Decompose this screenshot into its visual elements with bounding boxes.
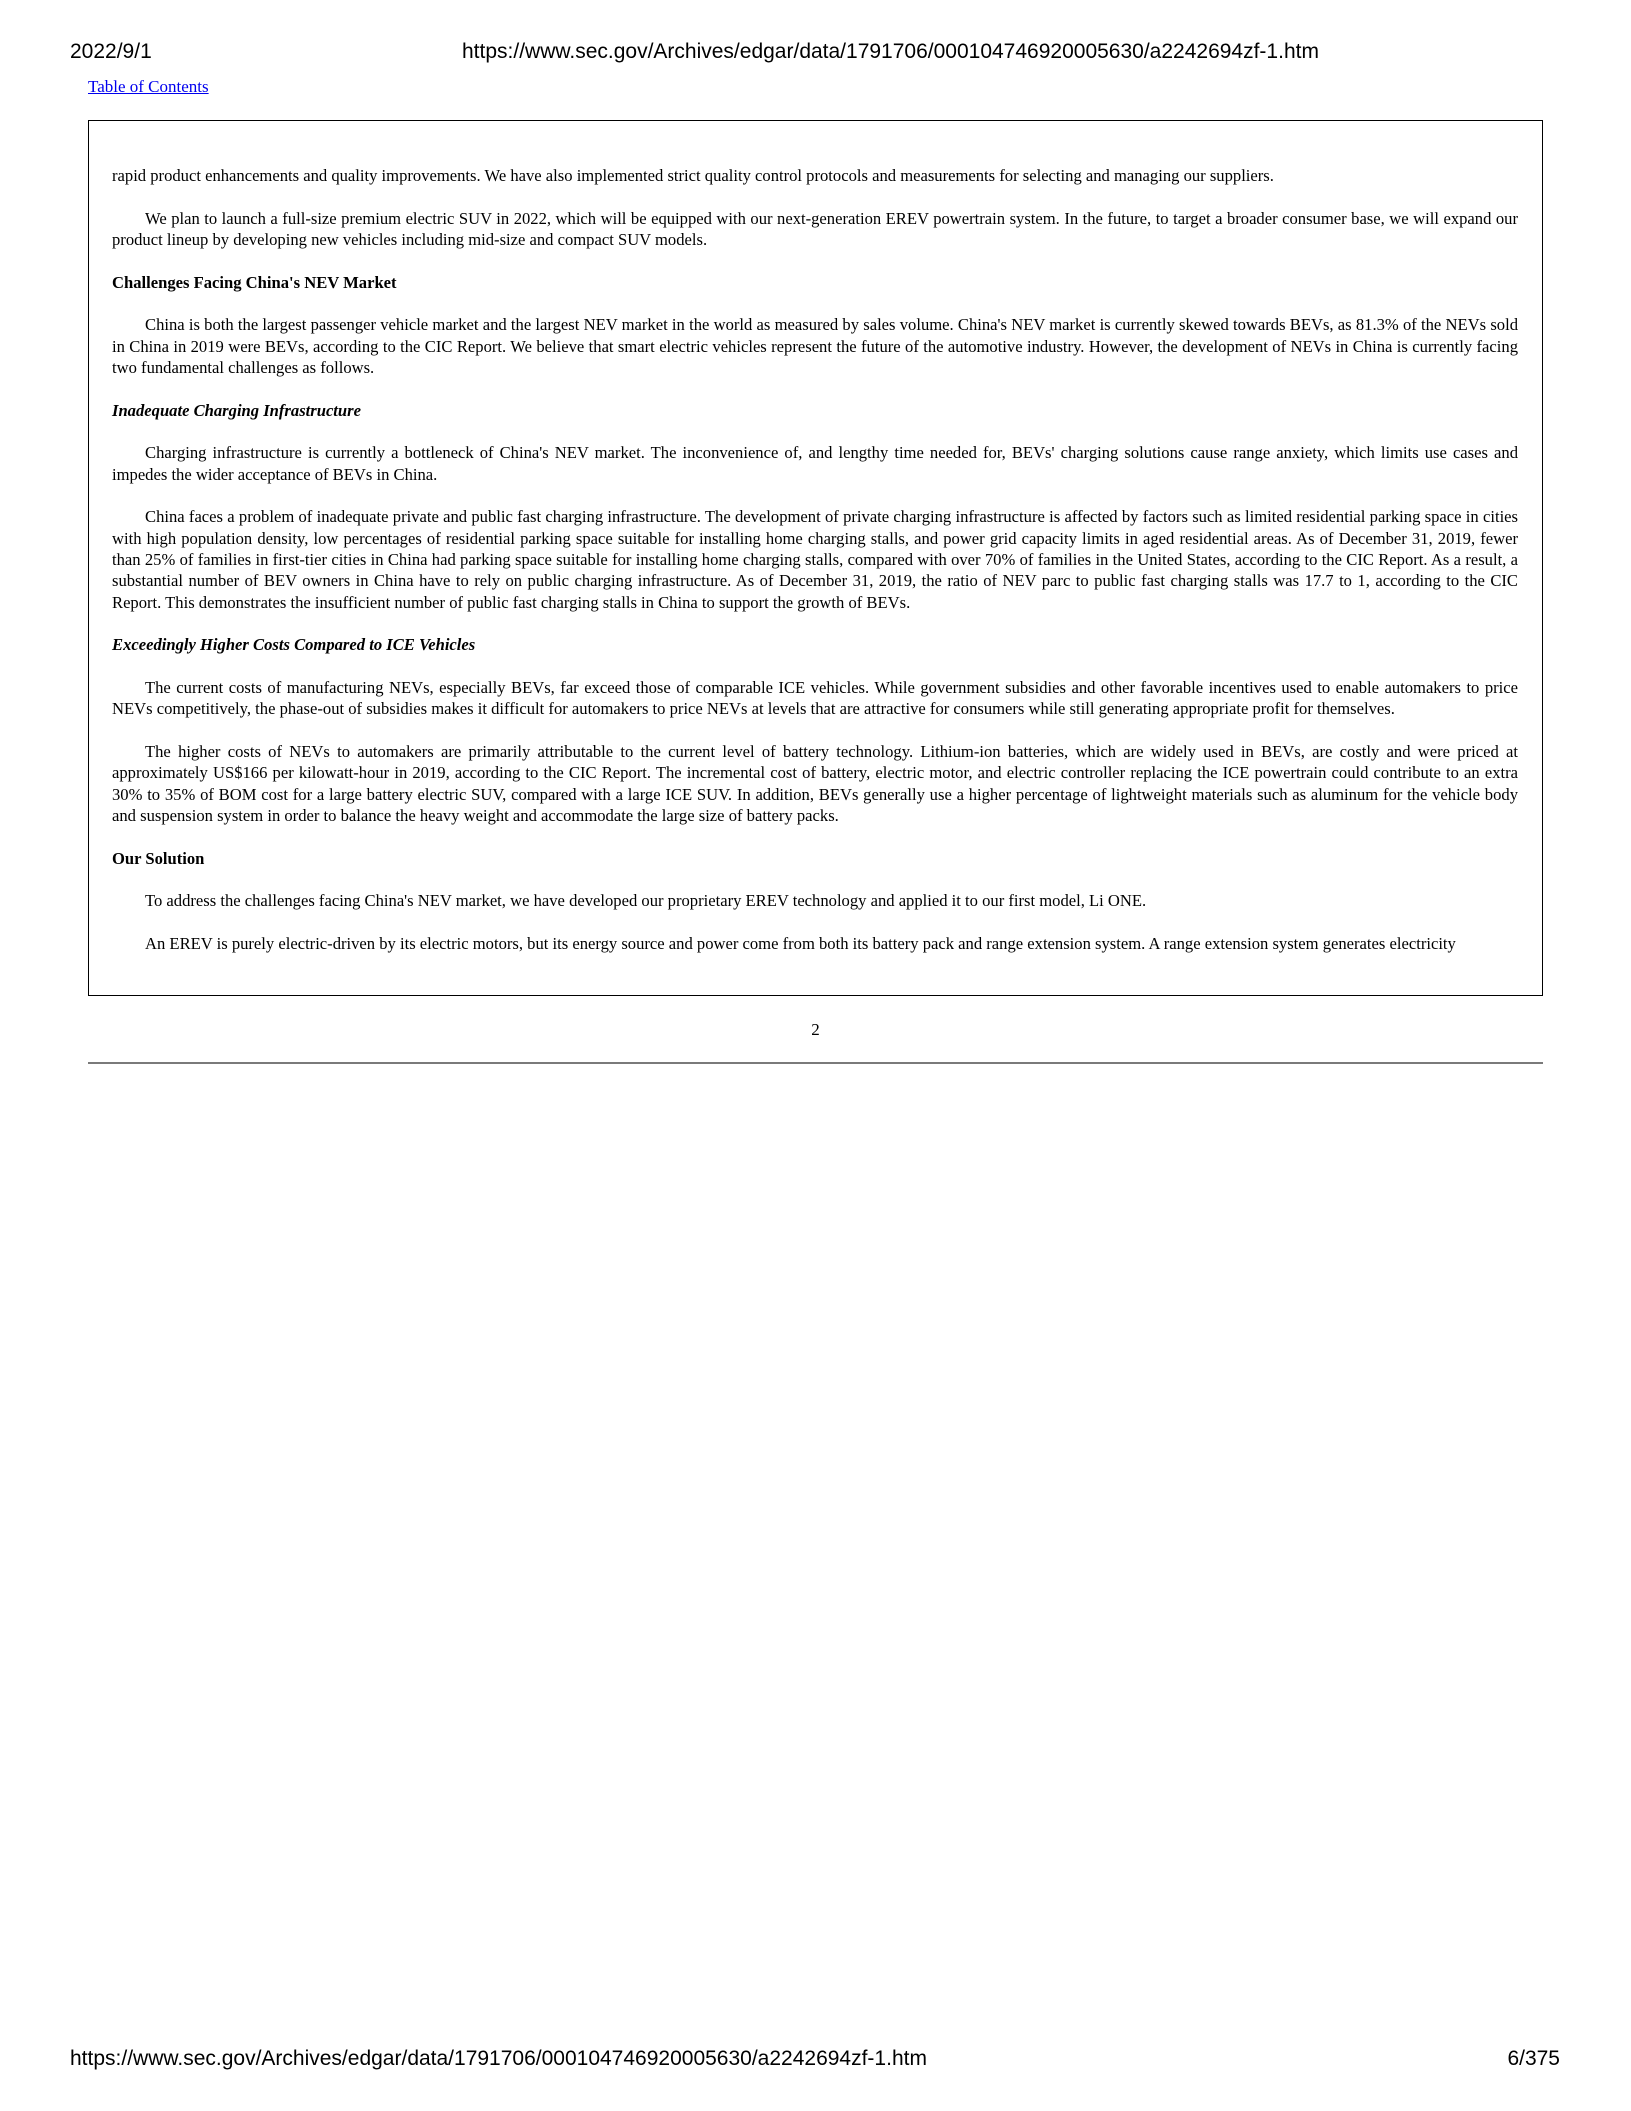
print-footer-page-count: 6/375 (1507, 2047, 1560, 2070)
print-header-date: 2022/9/1 (70, 40, 152, 63)
table-of-contents-link[interactable]: Table of Contents (88, 77, 209, 96)
document-content-box (88, 120, 1543, 996)
page-divider (88, 1062, 1543, 1064)
paragraph-china-nev-market: China is both the largest passenger vehicle market and the largest NEV market in the world as measured by sales volume. China's NEV market is currently skewed towards BEVs, as 81.3% of the NEVs sold in China in 2019 were BEVs, according to the CIC Report. We believe that smart electric vehicles represent the future of the automotive industry. However, the development of NEVs in China is currently facing two fundamental challenges as follows. (112, 315, 1518, 377)
heading-higher-costs: Exceedingly Higher Costs Compared to ICE Vehicles (112, 635, 476, 655)
print-header-url: https://www.sec.gov/Archives/edgar/data/1791706/000104746920005630/a2242694zf-1.htm (462, 40, 1319, 63)
paragraph-quality-control: rapid product enhancements and quality improvements. We have also implemented strict quality control protocols and measurements for selecting and managing our suppliers. (112, 166, 1274, 185)
document-body (112, 165, 1518, 976)
paragraph-manufacturing-costs: The current costs of manufacturing NEVs, especially BEVs, far exceed those of comparable ICE vehicles. While government subsidies and other favorable incentives used to enable automakers to price NEVs competitively, the phase-out of subsidies makes it difficult for automakers to price NEVs at levels that are attractive for consumers while still generating appropriate profit for themselves. (112, 678, 1518, 719)
paragraph-erev-definition: An EREV is purely electric-driven by its electric motors, but its energy source and power come from both its battery pack and range extension system. A range extension system generates electricity (145, 934, 1456, 953)
paragraph-charging-bottleneck: Charging infrastructure is currently a bottleneck of China's NEV market. The inconvenience of, and lengthy time needed for, BEVs' charging solutions cause range anxiety, which limits use cases and impedes the wider acceptance of BEVs in China. (112, 443, 1518, 484)
heading-our-solution: Our Solution (112, 848, 205, 868)
page-number: 2 (811, 1020, 820, 1039)
paragraph-battery-costs: The higher costs of NEVs to automakers are primarily attributable to the current level of battery technology. Lithium-ion batteries, which are widely used in BEVs, are costly and were priced at approximately US$166 per kilowatt-hour in 2019, according to the CIC Report. The incremental cost of battery, electric motor, and electric controller replacing the ICE powertrain could contribute to an extra 30% to 35% of BOM cost for a large battery electric SUV, compared with a large ICE SUV. In addition, BEVs generally use a higher percentage of lightweight materials such as aluminum for the vehicle body and suspension system in order to balance the heavy weight and accommodate the large size of battery packs. (112, 742, 1518, 826)
print-footer-url: https://www.sec.gov/Archives/edgar/data/1791706/000104746920005630/a2242694zf-1.htm (70, 2047, 927, 2070)
paragraph-product-plans: We plan to launch a full-size premium electric SUV in 2022, which will be equipped with our next-generation EREV powertrain system. In the future, to target a broader consumer base, we will expand our product lineup by developing new vehicles including mid-size and compact SUV models. (112, 208, 1518, 249)
paragraph-charging-infrastructure: China faces a problem of inadequate private and public fast charging infrastructure. The development of private charging infrastructure is affected by factors such as limited residential parking space in cities with high population density, low percentages of residential parking space suitable for installing home charging stalls, and power grid capacity limits in aged residential areas. As of December 31, 2019, fewer than 25% of families in first-tier cities in China had parking space suitable for installing home charging stalls, compared with over 70% of families in the United States, according to the CIC Report. As a result, a substantial number of BEV owners in China have to rely on public charging infrastructure. As of December 31, 2019, the ratio of NEV parc to public fast charging stalls was 17.7 to 1, according to the CIC Report. This demonstrates the insufficient number of public fast charging stalls in China to support the growth of BEVs. (112, 507, 1518, 612)
paragraph-erev-technology: To address the challenges facing China's NEV market, we have developed our proprietary EREV technology and applied it to our first model, Li ONE. (145, 891, 1147, 911)
heading-challenges-nev-market: Challenges Facing China's NEV Market (112, 272, 397, 292)
heading-inadequate-charging: Inadequate Charging Infrastructure (112, 400, 361, 420)
